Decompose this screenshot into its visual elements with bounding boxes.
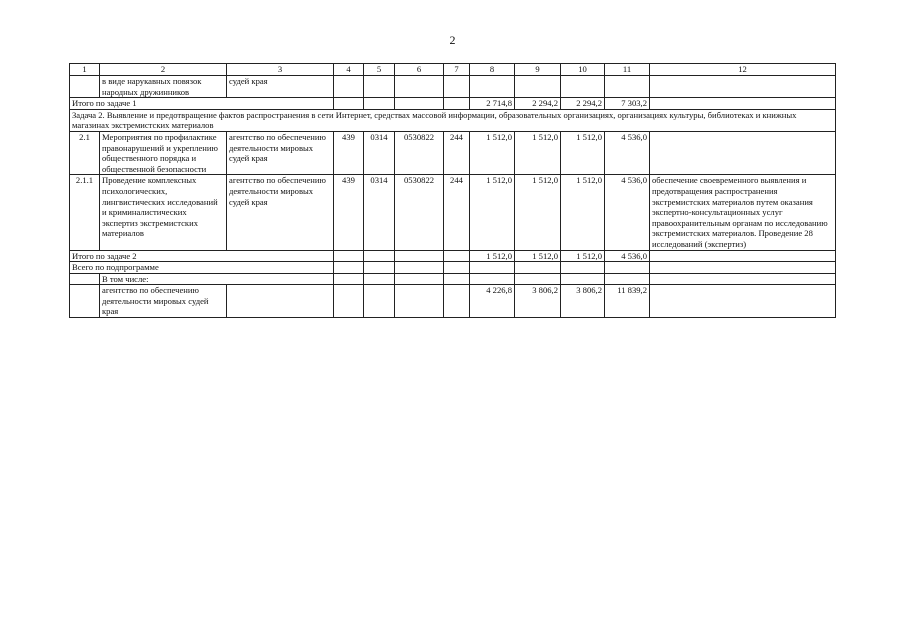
including-label: В том числе:: [100, 273, 334, 285]
column-header: 9: [515, 64, 561, 76]
table-row-2-1: [70, 131, 836, 174]
total-subprogram-label: Всего по подпрограмме: [70, 262, 334, 274]
page-number: 2: [449, 33, 456, 47]
table-row-task-2-title: [70, 109, 836, 131]
task-2-title: Задача 2. Выявление и предотвращение фактов распространения в сети Интернет, средствах массовой информации, образовательных организациях, организациях культуры, библиотеках и книжных магазинах экстремистских материалов: [70, 109, 836, 131]
value-cell: 1 512,0: [470, 175, 515, 250]
column-header: 2: [100, 64, 227, 76]
column-header: 8: [470, 64, 515, 76]
measure-name-cell: Мероприятия по профилактике правонарушений и укреплению общественного порядка и общественной безопасности: [100, 131, 227, 174]
value-cell: 1 512,0: [561, 131, 605, 174]
value-cell: 1 512,0: [561, 175, 605, 250]
value-cell: 2 294,2: [515, 98, 561, 110]
value-cell: 7 303,2: [605, 98, 650, 110]
row-number-cell: 2.1.1: [70, 175, 100, 250]
csr-cell: 0530822: [395, 131, 444, 174]
measure-name-cell: в виде нарукавных повязок народных дружинников: [100, 76, 227, 98]
budget-table: [69, 63, 836, 318]
row-number-cell: 2.1: [70, 131, 100, 174]
table-row-total-subprogram: [70, 262, 836, 274]
measure-name-cell: Проведение комплексных психологических, лингвистических исследований и криминалистических экспертиз экстремистских материалов: [100, 175, 227, 250]
column-header: 12: [650, 64, 836, 76]
column-header: 5: [364, 64, 395, 76]
total-task-2-label: Итого по задаче 2: [70, 250, 334, 262]
table-row-agency-total: [70, 285, 836, 318]
grbs-cell: 439: [334, 175, 364, 250]
rzpr-cell: 0314: [364, 175, 395, 250]
value-cell: 1 512,0: [470, 131, 515, 174]
executor-cell: агентство по обеспечению деятельности мировых судей края: [227, 175, 334, 250]
column-header: 6: [395, 64, 444, 76]
column-header: 7: [444, 64, 470, 76]
column-header: 1: [70, 64, 100, 76]
value-cell: 4 536,0: [605, 250, 650, 262]
table-row-including: [70, 273, 836, 285]
value-cell: 4 536,0: [605, 131, 650, 174]
rzpr-cell: 0314: [364, 131, 395, 174]
result-cell: обеспечение своевременного выявления и предотвращения распространения экстремистских материалов путем оказания экспертно-консультационных услуг правоохранительным органам по исследованию экстремистских материалов. Проведение 28 исследований (экспертиз): [650, 175, 836, 250]
agency-name-cell: агентство по обеспечению деятельности мировых судей края: [100, 285, 227, 318]
result-cell: [650, 131, 836, 174]
column-header: 11: [605, 64, 650, 76]
value-cell: 1 512,0: [515, 175, 561, 250]
vr-cell: 244: [444, 175, 470, 250]
column-header: 3: [227, 64, 334, 76]
csr-cell: 0530822: [395, 175, 444, 250]
table-row-total-task-2: [70, 250, 836, 262]
value-cell: 1 512,0: [470, 250, 515, 262]
value-cell: 4 536,0: [605, 175, 650, 250]
value-cell: 2 714,8: [470, 98, 515, 110]
value-cell: 2 294,2: [561, 98, 605, 110]
executor-cell: судей края: [227, 76, 334, 98]
table-header-row: [70, 64, 836, 76]
vr-cell: 244: [444, 131, 470, 174]
value-cell: 1 512,0: [515, 250, 561, 262]
grbs-cell: 439: [334, 131, 364, 174]
column-header: 4: [334, 64, 364, 76]
row-number-cell: [70, 76, 100, 98]
value-cell: 4 226,8: [470, 285, 515, 318]
value-cell: 3 806,2: [561, 285, 605, 318]
table-row-continuation: [70, 76, 836, 98]
value-cell: 11 839,2: [605, 285, 650, 318]
executor-cell: агентство по обеспечению деятельности мировых судей края: [227, 131, 334, 174]
table-row-2-1-1: [70, 175, 836, 250]
total-task-1-label: Итого по задаче 1: [70, 98, 334, 110]
value-cell: 1 512,0: [515, 131, 561, 174]
table-row-total-task-1: [70, 98, 836, 110]
column-header: 10: [561, 64, 605, 76]
value-cell: 1 512,0: [561, 250, 605, 262]
value-cell: 3 806,2: [515, 285, 561, 318]
